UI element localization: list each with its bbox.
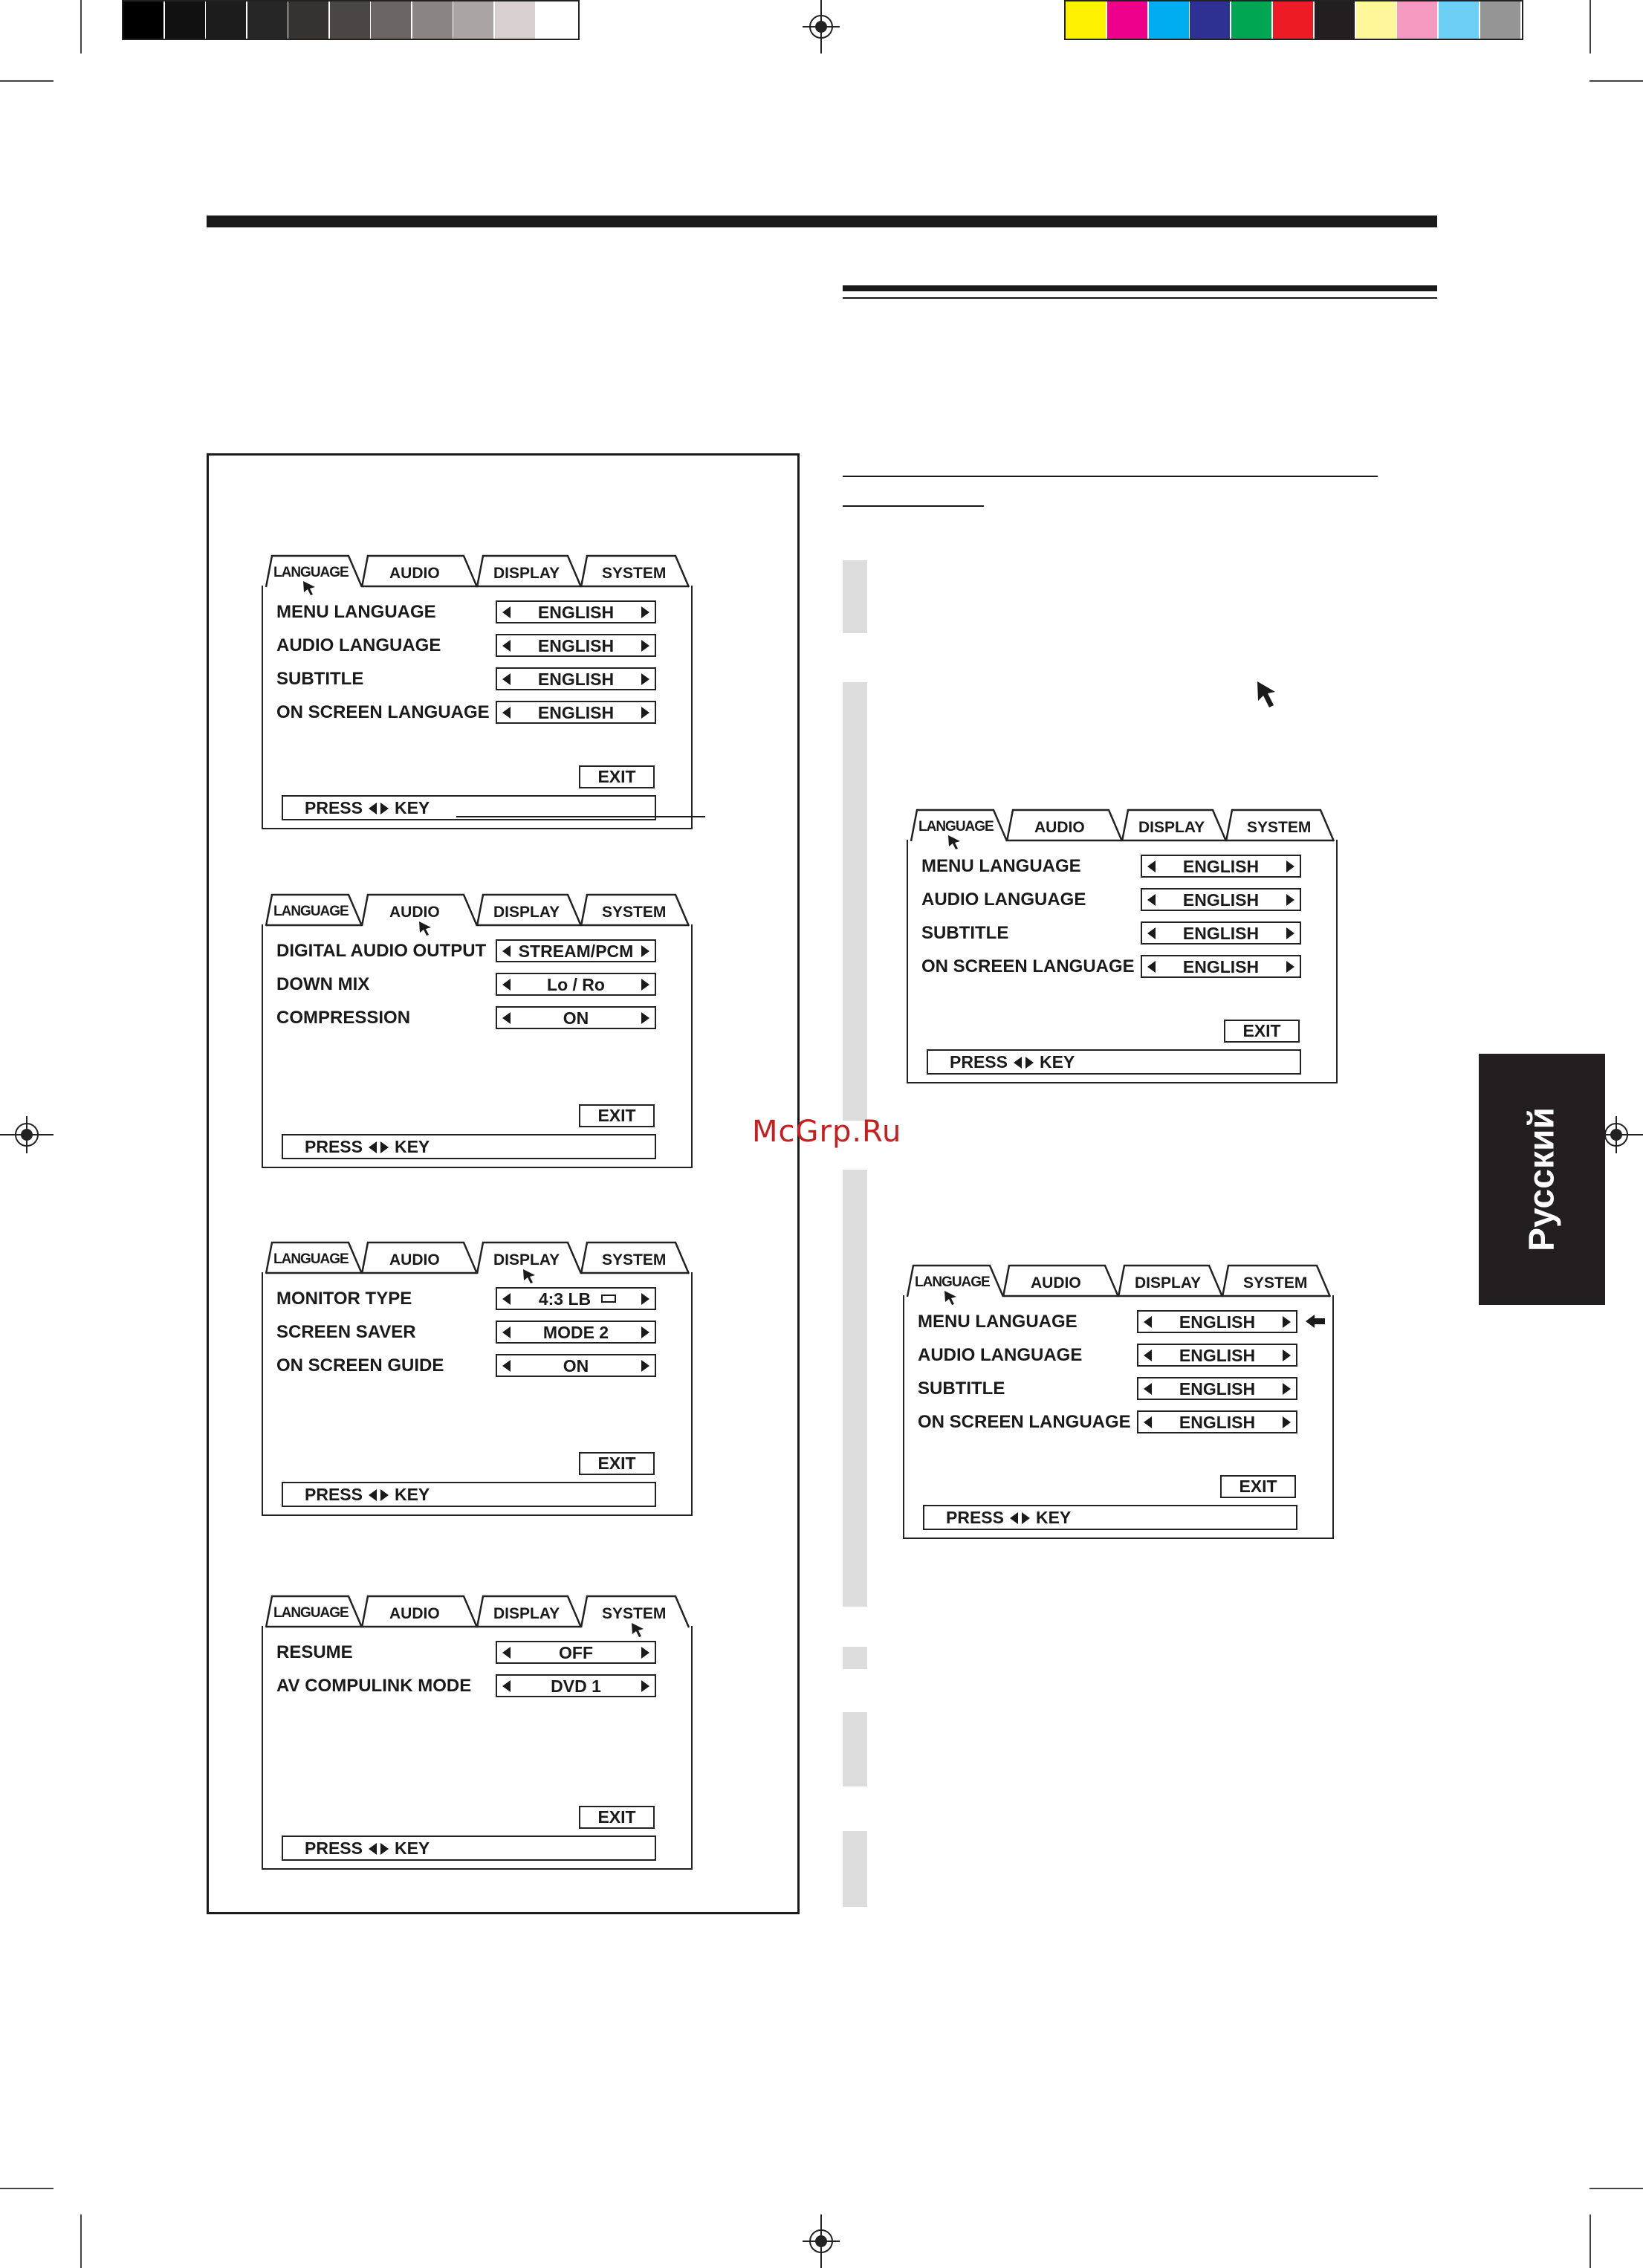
color-swatch bbox=[1273, 1, 1313, 39]
setting-selector[interactable] bbox=[1137, 1344, 1297, 1367]
exit-button[interactable]: EXIT bbox=[1220, 1475, 1296, 1498]
tab-label: AUDIO bbox=[389, 1605, 440, 1622]
tab-label: SYSTEM bbox=[1243, 1274, 1308, 1292]
right-arrow-icon[interactable] bbox=[641, 1360, 649, 1372]
step2-language-menu bbox=[907, 806, 1338, 1083]
exit-button[interactable]: EXIT bbox=[579, 1104, 655, 1127]
right-arrow-icon[interactable] bbox=[641, 1680, 649, 1692]
gray-swatch bbox=[371, 1, 411, 39]
setting-selector[interactable] bbox=[496, 600, 656, 623]
setting-selector[interactable] bbox=[496, 1321, 656, 1344]
key-label: KEY bbox=[394, 1485, 430, 1504]
header-rule bbox=[207, 216, 1437, 227]
setting-label: AUDIO LANGUAGE bbox=[918, 1345, 1083, 1365]
setting-selector[interactable] bbox=[496, 667, 656, 690]
setting-selector[interactable] bbox=[1137, 1410, 1297, 1433]
gray-swatch bbox=[330, 1, 370, 39]
setting-label: ON SCREEN LANGUAGE bbox=[918, 1412, 1131, 1432]
setting-selector[interactable] bbox=[496, 634, 656, 657]
setting-value: ENGLISH bbox=[537, 670, 615, 689]
tab-label: SYSTEM bbox=[602, 1605, 667, 1622]
exit-button[interactable]: EXIT bbox=[1224, 1020, 1300, 1043]
tab-display[interactable] bbox=[1135, 1274, 1201, 1292]
gray-swatch bbox=[123, 1, 163, 39]
language-side-tab-label: Русский bbox=[1522, 1107, 1562, 1251]
setting-label: ON SCREEN LANGUAGE bbox=[276, 702, 490, 722]
tab-language[interactable] bbox=[273, 1605, 349, 1621]
display-menu bbox=[262, 1238, 693, 1516]
right-arrow-icon[interactable] bbox=[1283, 1316, 1291, 1328]
setting-value: ENGLISH bbox=[1182, 924, 1260, 943]
setting-selector[interactable] bbox=[1137, 1310, 1297, 1333]
tab-display[interactable] bbox=[493, 565, 560, 583]
tab-system[interactable] bbox=[1247, 819, 1311, 837]
right-arrow-icon[interactable] bbox=[641, 979, 649, 991]
exit-button[interactable]: EXIT bbox=[579, 1806, 655, 1829]
tab-display[interactable] bbox=[493, 904, 560, 921]
cursor-icon bbox=[1256, 680, 1280, 710]
tab-audio[interactable] bbox=[389, 565, 440, 583]
setting-selector[interactable] bbox=[496, 701, 656, 724]
press-label: PRESS bbox=[946, 1508, 1004, 1527]
tab-audio[interactable] bbox=[389, 1251, 440, 1269]
setting-value: MODE 2 bbox=[542, 1323, 609, 1342]
setting-selector[interactable] bbox=[496, 939, 656, 962]
step-bar bbox=[843, 1170, 867, 1607]
tab-label: AUDIO bbox=[389, 565, 440, 582]
tab-label: AUDIO bbox=[389, 1251, 440, 1269]
setting-label: COMPRESSION bbox=[276, 1008, 411, 1028]
setting-selector[interactable] bbox=[496, 1354, 656, 1377]
setting-label: MENU LANGUAGE bbox=[276, 602, 436, 622]
key-label: KEY bbox=[394, 798, 430, 817]
step-bar bbox=[843, 682, 867, 1121]
setting-value: ON bbox=[563, 1356, 589, 1376]
left-arrow-icon bbox=[1010, 1512, 1018, 1524]
press-key-hint bbox=[282, 795, 656, 820]
gray-swatch bbox=[247, 1, 288, 39]
press-label: PRESS bbox=[305, 798, 363, 817]
tab-label: LANGUAGE bbox=[273, 565, 349, 580]
right-arrow-icon[interactable] bbox=[641, 945, 649, 957]
tab-audio[interactable] bbox=[1034, 819, 1085, 837]
step3-language-menu bbox=[903, 1261, 1334, 1539]
language-side-tab bbox=[1479, 1054, 1605, 1305]
setting-label: AUDIO LANGUAGE bbox=[921, 890, 1086, 910]
tab-display[interactable] bbox=[493, 1605, 560, 1623]
color-swatch bbox=[1397, 1, 1437, 39]
tab-label: LANGUAGE bbox=[915, 1274, 990, 1290]
setting-value: STREAM/PCM bbox=[518, 942, 634, 961]
setting-value: ENGLISH bbox=[1182, 857, 1260, 876]
right-arrow-icon[interactable] bbox=[641, 1326, 649, 1338]
setting-value: ENGLISH bbox=[1179, 1312, 1256, 1332]
crop-mark bbox=[0, 80, 54, 82]
press-key-hint bbox=[282, 1836, 656, 1861]
right-arrow-icon[interactable] bbox=[1286, 894, 1294, 906]
press-key-hint bbox=[927, 1049, 1301, 1075]
crop-mark bbox=[1589, 2214, 1591, 2268]
setting-selector[interactable] bbox=[496, 1674, 656, 1697]
system-menu bbox=[262, 1592, 693, 1870]
setting-value: ENGLISH bbox=[1182, 890, 1260, 910]
section-rule-thin bbox=[843, 297, 1437, 299]
right-arrow-icon[interactable] bbox=[641, 707, 649, 719]
subsection-rule bbox=[843, 476, 1378, 477]
setting-value: Lo / Ro bbox=[547, 975, 605, 994]
setting-selector[interactable] bbox=[1137, 1377, 1297, 1400]
color-swatch bbox=[1149, 1, 1189, 39]
section-rule-thick bbox=[843, 285, 1437, 291]
press-label: PRESS bbox=[305, 1485, 363, 1504]
setting-label: DIGITAL AUDIO OUTPUT bbox=[276, 941, 487, 961]
right-arrow-icon bbox=[380, 1843, 389, 1855]
right-arrow-icon[interactable] bbox=[1283, 1383, 1291, 1395]
right-arrow-icon[interactable] bbox=[641, 673, 649, 685]
key-label: KEY bbox=[394, 1137, 430, 1156]
setting-label: MONITOR TYPE bbox=[276, 1289, 412, 1309]
tab-language[interactable] bbox=[273, 1251, 349, 1268]
tab-label: DISPLAY bbox=[1138, 819, 1205, 836]
subsection-rule-short bbox=[843, 505, 984, 507]
setting-label: DOWN MIX bbox=[276, 974, 370, 994]
setting-selector[interactable] bbox=[496, 973, 656, 996]
press-label: PRESS bbox=[950, 1052, 1008, 1072]
press-key-hint bbox=[923, 1505, 1297, 1530]
right-arrow-icon[interactable] bbox=[1283, 1416, 1291, 1428]
tab-label: LANGUAGE bbox=[273, 1605, 349, 1621]
letterbox-icon bbox=[601, 1295, 616, 1303]
color-swatch bbox=[1231, 1, 1271, 39]
color-swatch bbox=[1439, 1, 1479, 39]
setting-selector[interactable] bbox=[1141, 921, 1301, 945]
setting-selector[interactable] bbox=[496, 1641, 656, 1664]
step-bar bbox=[843, 1647, 867, 1669]
crop-mark bbox=[80, 2214, 82, 2268]
setting-value: ENGLISH bbox=[537, 703, 615, 722]
registration-target-icon bbox=[803, 2214, 840, 2268]
setting-value: ENGLISH bbox=[537, 603, 615, 622]
key-label: KEY bbox=[1035, 1508, 1072, 1527]
setting-label: SUBTITLE bbox=[918, 1378, 1005, 1399]
color-swatch bbox=[1190, 1, 1230, 39]
gray-swatch bbox=[453, 1, 493, 39]
right-arrow-icon[interactable] bbox=[641, 640, 649, 652]
tab-system[interactable] bbox=[602, 904, 666, 921]
color-swatch bbox=[1107, 1, 1147, 39]
watermark: McGrp.Ru bbox=[752, 1115, 902, 1149]
tab-display[interactable] bbox=[1138, 819, 1205, 837]
setting-label: SUBTITLE bbox=[276, 669, 364, 689]
step-bar bbox=[843, 560, 867, 633]
setting-value: ENGLISH bbox=[1182, 957, 1260, 976]
tab-audio[interactable] bbox=[1031, 1274, 1081, 1292]
right-arrow-icon[interactable] bbox=[1283, 1350, 1291, 1361]
tab-system[interactable] bbox=[602, 565, 666, 583]
exit-button[interactable]: EXIT bbox=[579, 765, 655, 788]
tab-label: AUDIO bbox=[389, 904, 440, 921]
color-swatch bbox=[1066, 1, 1106, 39]
right-arrow-icon[interactable] bbox=[641, 1012, 649, 1024]
tab-label: SYSTEM bbox=[602, 1251, 667, 1269]
gray-swatch bbox=[206, 1, 246, 39]
left-arrow-icon bbox=[369, 803, 377, 814]
crop-mark bbox=[0, 2188, 54, 2189]
crop-mark bbox=[1589, 80, 1643, 82]
setting-selector[interactable] bbox=[1141, 955, 1301, 978]
tab-label: SYSTEM bbox=[602, 565, 667, 582]
tab-label: DISPLAY bbox=[493, 565, 560, 582]
crop-mark bbox=[80, 0, 82, 54]
tab-system[interactable] bbox=[1243, 1274, 1307, 1292]
setting-selector[interactable] bbox=[1141, 855, 1301, 878]
registration-target-icon bbox=[803, 0, 840, 54]
setting-value: ENGLISH bbox=[537, 636, 615, 655]
tab-label: LANGUAGE bbox=[273, 1251, 349, 1267]
setting-value: 4:3 LB bbox=[538, 1289, 592, 1309]
gray-swatch bbox=[165, 1, 205, 39]
key-label: KEY bbox=[1039, 1052, 1075, 1072]
press-key-hint bbox=[282, 1482, 656, 1507]
right-arrow-icon bbox=[380, 1141, 389, 1153]
gray-swatch bbox=[288, 1, 328, 39]
tab-label: DISPLAY bbox=[493, 904, 560, 921]
right-arrow-icon[interactable] bbox=[1286, 961, 1294, 973]
pointer-arrow-icon bbox=[1304, 1313, 1326, 1329]
press-label: PRESS bbox=[305, 1838, 363, 1858]
crop-mark bbox=[1589, 2188, 1643, 2189]
exit-button[interactable]: EXIT bbox=[579, 1452, 655, 1475]
left-arrow-icon bbox=[369, 1843, 377, 1855]
key-label: KEY bbox=[394, 1838, 430, 1858]
setting-label: ON SCREEN LANGUAGE bbox=[921, 956, 1135, 976]
tab-language[interactable] bbox=[273, 904, 349, 920]
left-arrow-icon bbox=[1014, 1057, 1022, 1069]
setting-selector[interactable] bbox=[1141, 888, 1301, 911]
tab-label: AUDIO bbox=[1034, 819, 1085, 836]
gray-swatch bbox=[536, 1, 576, 39]
right-arrow-icon[interactable] bbox=[641, 1647, 649, 1659]
setting-label: MENU LANGUAGE bbox=[918, 1312, 1077, 1332]
right-arrow-icon bbox=[380, 1489, 389, 1501]
tab-system[interactable] bbox=[602, 1251, 666, 1269]
tab-label: LANGUAGE bbox=[918, 819, 994, 835]
step-bar bbox=[843, 1712, 867, 1786]
left-arrow-icon bbox=[369, 1141, 377, 1153]
setting-value: ON bbox=[563, 1008, 589, 1028]
press-key-hint bbox=[282, 1134, 656, 1159]
color-swatch bbox=[1480, 1, 1520, 39]
language-menu bbox=[262, 551, 693, 829]
setting-value: ENGLISH bbox=[1179, 1379, 1256, 1399]
tab-label: DISPLAY bbox=[493, 1251, 560, 1269]
step-bar bbox=[843, 1831, 867, 1907]
audio-menu bbox=[262, 890, 693, 1168]
setting-value: OFF bbox=[559, 1643, 593, 1662]
setting-label: AUDIO LANGUAGE bbox=[276, 635, 441, 655]
setting-label: SUBTITLE bbox=[921, 923, 1009, 943]
tab-label: AUDIO bbox=[1031, 1274, 1081, 1292]
left-arrow-icon bbox=[369, 1489, 377, 1501]
tab-label: DISPLAY bbox=[1135, 1274, 1202, 1292]
tab-audio[interactable] bbox=[389, 1605, 440, 1623]
gray-swatch bbox=[412, 1, 453, 39]
setting-value: DVD 1 bbox=[551, 1676, 601, 1696]
setting-label: MENU LANGUAGE bbox=[921, 856, 1081, 876]
setting-label: RESUME bbox=[276, 1642, 353, 1662]
color-swatch bbox=[1315, 1, 1355, 39]
right-arrow-icon[interactable] bbox=[1286, 861, 1294, 872]
setting-selector[interactable] bbox=[496, 1006, 656, 1029]
setting-value: ENGLISH bbox=[1179, 1413, 1256, 1432]
registration-target-icon bbox=[0, 1116, 54, 1153]
right-arrow-icon bbox=[1025, 1057, 1034, 1069]
tab-label: LANGUAGE bbox=[273, 904, 349, 919]
right-arrow-icon[interactable] bbox=[641, 1293, 649, 1305]
setting-value: ENGLISH bbox=[1179, 1346, 1256, 1365]
right-arrow-icon bbox=[380, 803, 389, 814]
setting-label: ON SCREEN GUIDE bbox=[276, 1355, 444, 1376]
right-arrow-icon[interactable] bbox=[1286, 927, 1294, 939]
tab-label: SYSTEM bbox=[1247, 819, 1312, 836]
right-arrow-icon[interactable] bbox=[641, 606, 649, 618]
press-label: PRESS bbox=[305, 1137, 363, 1156]
color-swatch bbox=[1356, 1, 1396, 39]
setting-label: SCREEN SAVER bbox=[276, 1322, 416, 1342]
tab-label: DISPLAY bbox=[493, 1605, 560, 1622]
tab-label: SYSTEM bbox=[602, 904, 667, 921]
setting-selector[interactable] bbox=[496, 1287, 656, 1310]
setting-label: AV COMPULINK MODE bbox=[276, 1676, 472, 1696]
right-arrow-icon bbox=[1022, 1512, 1030, 1524]
gray-swatch bbox=[495, 1, 535, 39]
crop-mark bbox=[1589, 0, 1591, 54]
